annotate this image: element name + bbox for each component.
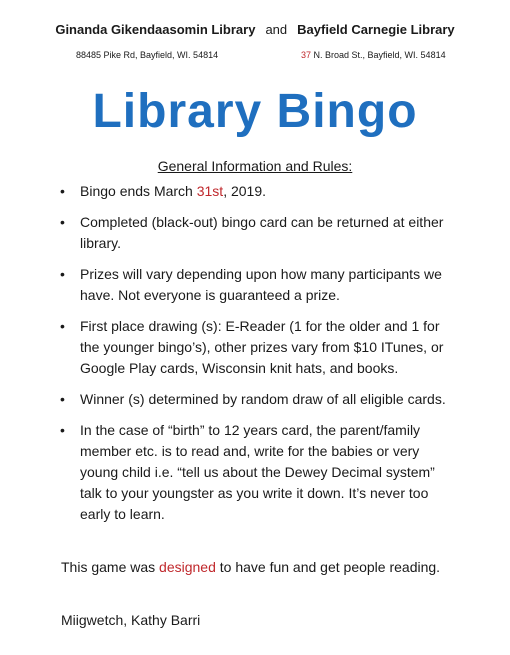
rule-text-post: , 2019.	[223, 183, 267, 199]
bullet-icon: •	[60, 391, 65, 407]
address-right-rest: N. Broad St., Bayfield, WI. 54814	[311, 50, 446, 60]
rule-text-pre: Bingo ends March	[80, 183, 197, 199]
library-name-right: Bayfield Carnegie Library	[297, 22, 455, 37]
bullet-icon: •	[60, 266, 65, 282]
rule-date-highlight: 31st	[196, 183, 224, 199]
rule-text: In the case of “birth” to 12 years card, the parent/family member etc. is to read and, write for the babies or very young child i.e. “tell us about the Dewey Decimal system” talk to your youngster as you write it down. It’s never too early to learn.	[80, 422, 435, 522]
bullet-icon: •	[60, 214, 65, 230]
rule-text: Winner (s) determined by random draw of all eligible cards.	[80, 391, 446, 407]
rule-text: First place drawing (s): E-Reader (1 for the older and 1 for the younger bingo’s), other prizes vary from $10 ITunes, or Google Play cards, Wisconsin knit hats, and books.	[80, 318, 444, 376]
closing-text-pre: This game was	[61, 559, 160, 575]
page-title: Library Bingo	[92, 85, 418, 138]
closing-highlight: designed	[159, 559, 216, 575]
rule-item	[60, 420, 460, 525]
rule-item	[60, 212, 460, 254]
bullet-icon: •	[60, 318, 65, 334]
rules-heading: General Information and Rules:	[157, 158, 353, 174]
bullet-icon: •	[60, 183, 65, 199]
library-names-line	[0, 22, 510, 37]
rules-list	[60, 181, 460, 535]
address-right	[301, 50, 446, 60]
bullet-icon: •	[60, 422, 65, 438]
rule-text: Completed (black-out) bingo card can be returned at either library.	[80, 214, 444, 251]
conjunction-text: and	[265, 22, 288, 37]
library-name-left: Ginanda Gikendaasomin Library	[55, 22, 256, 37]
closing-text-post: to have fun and get people reading.	[215, 559, 441, 575]
address-left: 88485 Pike Rd, Bayfield, WI. 54814	[76, 50, 219, 60]
address-right-number: 37	[301, 50, 312, 60]
rule-item	[60, 389, 460, 410]
rule-item	[60, 264, 460, 306]
rule-item	[60, 316, 460, 379]
rule-text: Prizes will vary depending upon how many participants we have. Not everyone is guaranteed a prize.	[80, 266, 442, 303]
closing-line	[61, 559, 440, 575]
rule-item	[60, 181, 460, 202]
signoff: Miigwetch, Kathy Barri	[61, 612, 201, 628]
